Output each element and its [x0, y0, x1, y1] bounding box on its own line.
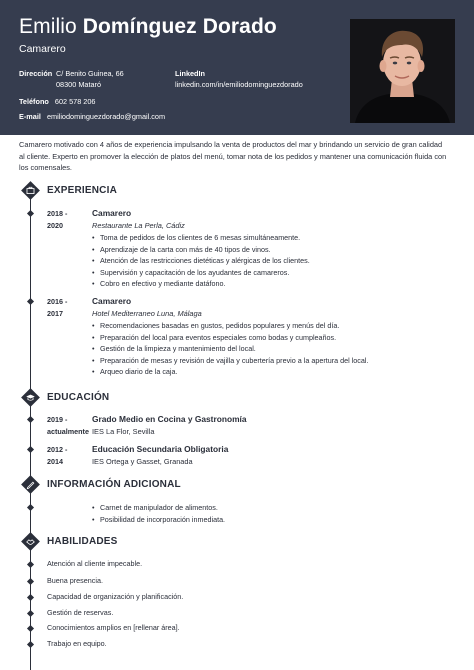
handshake-icon — [21, 532, 40, 551]
job-duty: • Cobro en efectivo y mediante datáfono. — [92, 278, 310, 290]
address-line1: C/ Benito Guinea, 66 — [56, 69, 124, 78]
timeline-dot — [27, 610, 34, 617]
last-name: Domínguez Dorado — [82, 15, 277, 38]
additional-info-item: • Posibilidad de incorporación inmediata. — [92, 514, 225, 526]
job-date — [47, 208, 67, 232]
briefcase-icon — [21, 181, 40, 200]
job-duty: • Supervisión y capacitación de los ayudantes de camareros. — [92, 267, 310, 279]
job-duties-list — [92, 232, 310, 290]
education-date-end: 2014 — [47, 457, 63, 466]
education-date-start: 2012 - — [47, 445, 68, 454]
job-date-start: 2016 - — [47, 297, 68, 306]
phone-block — [19, 96, 96, 107]
timeline-dot — [27, 210, 34, 217]
job-duty: • Arqueo diario de la caja. — [92, 366, 368, 378]
linkedin-link[interactable]: linkedin.com/in/emiliodominguezdorado — [175, 80, 303, 89]
job-duty: • Gestión de la limpieza y mantenimiento del local. — [92, 343, 368, 355]
skill-item: Gestión de reservas. — [47, 608, 114, 617]
education-school: IES La Flor, Sevilla — [92, 427, 155, 436]
job-duty: • Preparación del local para eventos especiales como bodas y cumpleaños. — [92, 332, 368, 344]
timeline-dot — [27, 625, 34, 632]
email-label: E-mail — [19, 112, 41, 121]
education-date-start: 2019 - — [47, 415, 68, 424]
job-employer: Hotel Mediterraneo Luna, Málaga — [92, 309, 202, 318]
additional-info-heading: INFORMACIÓN ADICIONAL — [47, 479, 181, 490]
email-block — [19, 111, 165, 122]
additional-info-list — [92, 502, 225, 525]
job-duties-list — [92, 320, 368, 378]
profile-photo — [350, 19, 455, 123]
job-date — [47, 296, 67, 320]
job-duty: • Aprendizaje de la carta con más de 40 tipos de vinos. — [92, 244, 310, 256]
graduation-cap-icon — [21, 388, 40, 407]
job-duty: • Recomendaciones basadas en gustos, pedidos populares y menús del día. — [92, 320, 368, 332]
education-date — [47, 414, 89, 438]
resume-header — [0, 0, 474, 135]
timeline-dot — [27, 416, 34, 423]
profile-summary: Camarero motivado con 4 años de experiencia impulsando la venta de productos del mar y brindando un servicio de gran calidad al cliente. Experto en promover la elección de platos del menú, tomar nota de los pedidos y mantener una comunicación fluida con los comensales. — [19, 140, 447, 173]
timeline-dot — [27, 578, 34, 585]
info-icon — [21, 475, 40, 494]
job-date-end: 2020 — [47, 221, 63, 230]
job-title: Camarero — [92, 208, 132, 218]
skill-item: Conocimientos amplios en [rellenar área]. — [47, 623, 180, 632]
education-school: IES Ortega y Gasset, Granada — [92, 457, 193, 466]
skill-item: Atención al cliente impecable. — [47, 559, 143, 568]
timeline-dot — [27, 446, 34, 453]
address-label: Dirección — [19, 69, 53, 78]
timeline-dot — [27, 561, 34, 568]
candidate-name — [19, 15, 277, 39]
address-line2: 08300 Mataró — [56, 80, 102, 89]
timeline-dot — [27, 641, 34, 648]
timeline-dot — [27, 298, 34, 305]
job-duty: • Atención de las restricciones dietéticas y alérgicas de los clientes. — [92, 255, 310, 267]
first-name: Emilio — [19, 15, 77, 38]
job-duty: • Toma de pedidos de los clientes de 6 mesas simultáneamente. — [92, 232, 310, 244]
job-title: Camarero — [92, 296, 132, 306]
email-link[interactable]: emiliodominguezdorado@gmail.com — [46, 112, 166, 121]
skill-item: Trabajo en equipo. — [47, 639, 107, 648]
skills-heading: HABILIDADES — [47, 536, 118, 547]
experience-heading: EXPERIENCIA — [47, 185, 117, 196]
linkedin-label: LinkedIn — [175, 69, 205, 78]
skill-item: Capacidad de organización y planificación. — [47, 592, 184, 601]
phone-value[interactable]: 602 578 206 — [54, 97, 96, 106]
address-block — [19, 68, 52, 79]
address-value — [56, 68, 124, 90]
skill-item: Buena presencia. — [47, 576, 103, 585]
education-degree: Educación Secundaria Obligatoria — [92, 444, 229, 454]
education-heading: EDUCACIÓN — [47, 392, 110, 403]
education-date-end: actualmente — [47, 427, 89, 436]
education-degree: Grado Medio en Cocina y Gastronomía — [92, 414, 247, 424]
timeline-dot — [27, 504, 34, 511]
phone-label: Teléfono — [19, 97, 49, 106]
job-duty: • Preparación de mesas y revisión de vajilla y cubertería previo a la apertura del local. — [92, 355, 368, 367]
job-date-start: 2018 - — [47, 209, 68, 218]
linkedin-block — [175, 68, 303, 90]
job-date-end: 2017 — [47, 309, 63, 318]
job-role: Camarero — [19, 43, 66, 55]
additional-info-item: • Carnet de manipulador de alimentos. — [92, 502, 225, 514]
job-employer: Restaurante La Perla, Cádiz — [92, 221, 185, 230]
timeline-dot — [27, 594, 34, 601]
education-date — [47, 444, 67, 468]
